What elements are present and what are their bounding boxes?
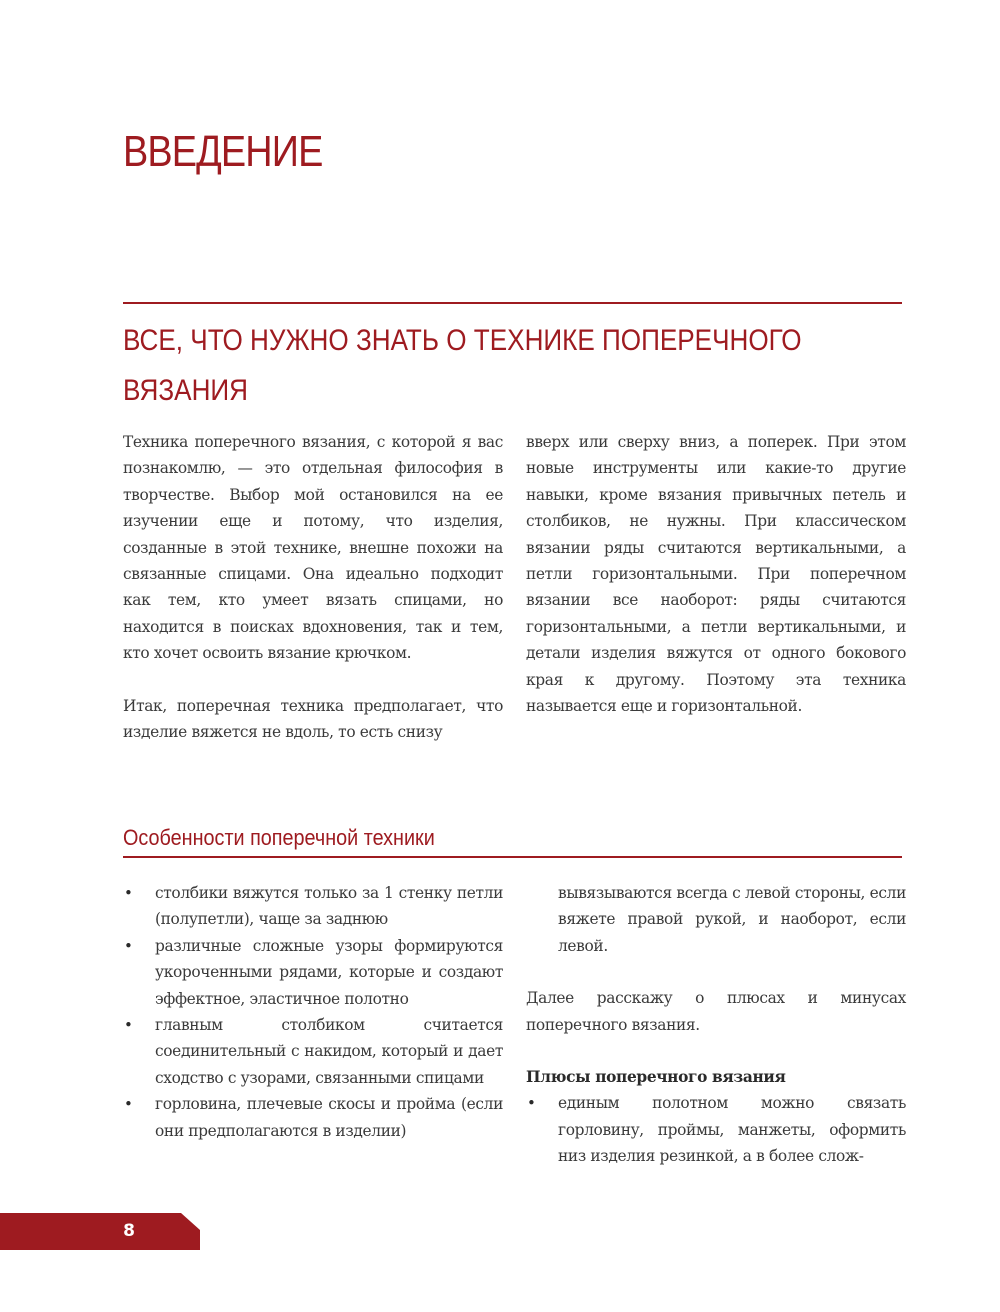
- features-heading: Особенности поперечной техники: [123, 825, 435, 850]
- list-item: [123, 933, 503, 1012]
- pros-list: [526, 1090, 906, 1169]
- intro-paragraph-2: Итак, поперечная техника предполагает, что изделие вяжется не вдоль, то есть снизу: [123, 696, 503, 742]
- bullet-icon: •: [527, 1094, 536, 1113]
- features-list: [123, 880, 503, 1144]
- features-divider: [123, 856, 902, 858]
- intro-paragraph-1: Техника поперечного вязания, с которой я вас познакомлю, — это отдельная философия в творчестве. Выбор мой остановился на ее изучении еще и потому, что изделия, созданные в этой технике, внешне похожи на связанные спицами. Она идеально подходит как тем, кто умеет вязать спицами, но находится в поисках вдохновения, так и тем, кто хочет освоить вязание крючком.: [123, 433, 503, 663]
- list-item-continuation: вывязываются всегда с левой стороны, если вяжете правой рукой, и наоборот, если левой.: [558, 884, 906, 955]
- pros-cons-intro: Далее расскажу о плюсах и минусах поперечного вязания.: [526, 989, 906, 1034]
- list-item-text: различные сложные узоры формируются укороченными рядами, которые и создают эффектное, эластичное полотно: [155, 936, 503, 1008]
- list-item-text: главным столбиком считается соединительный с накидом, который и дает сходство с узорами, связанными спицами: [155, 1016, 503, 1087]
- list-item: [123, 1091, 503, 1144]
- bullet-icon: •: [124, 884, 133, 902]
- section-title-line-1: ВСЕ, ЧТО НУЖНО ЗНАТЬ О ТЕХНИКЕ ПОПЕРЕЧНОГО: [123, 324, 802, 357]
- list-item: [123, 1012, 503, 1091]
- intro-column-left: [123, 429, 503, 745]
- bullet-icon: •: [124, 1016, 133, 1035]
- intro-paragraph-2-continued: вверх или сверху вниз, а поперек. При этом новые инструменты или какие-то другие навыки, кроме вязания привычных петель и столбиков, не нужны. При классическом вязании ряды считаются вертикальными, а петли горизонтальными. При поперечном вязании все наоборот: ряды считаются горизонтальными, а петли вертикальными, и детали изделия вяжутся от одного бокового края к другому. Поэтому эта техника называется еще и горизонтальной.: [526, 433, 906, 716]
- list-item: [526, 1090, 906, 1169]
- list-item-text: единым полотном можно связать горловину, проймы, манжеты, оформить низ изделия резинкой, а в более слож-: [558, 1094, 906, 1166]
- pros-heading: Плюсы поперечного вязания: [526, 1068, 786, 1087]
- section-title-line-2: ВЯЗАНИЯ: [123, 374, 249, 407]
- intro-column-right: [526, 429, 906, 719]
- bullet-icon: •: [124, 1095, 133, 1114]
- features-column-right: [526, 880, 906, 1170]
- chapter-title: ВВЕДЕНИЕ: [123, 127, 323, 176]
- list-item-text: горловина, плечевые скосы и пройма (если они предполагаются в изделии): [155, 1095, 503, 1140]
- list-item: [123, 880, 503, 933]
- section-title: [123, 316, 906, 416]
- section-divider-top: [123, 302, 902, 304]
- bullet-icon: •: [124, 936, 133, 955]
- features-column-left: [123, 880, 503, 1144]
- list-item-text: столбики вяжутся только за 1 стенку петли (полупетли), чаще за заднюю: [155, 884, 503, 929]
- page-number: 8: [123, 1221, 135, 1241]
